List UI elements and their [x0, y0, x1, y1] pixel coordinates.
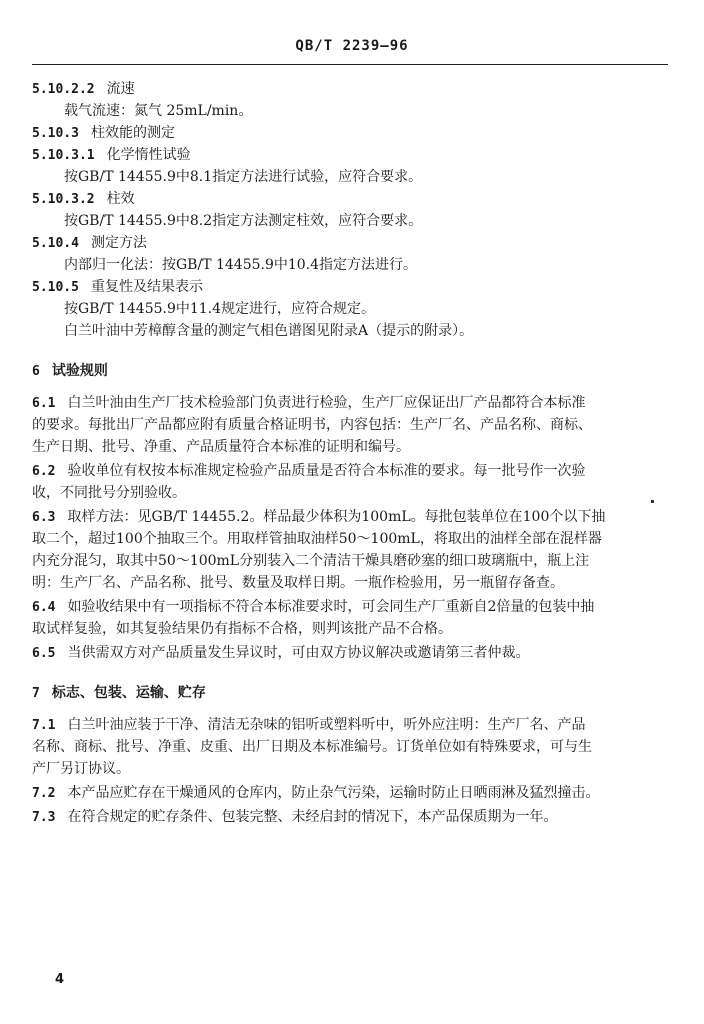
clause-title: 测定方法: [90, 235, 147, 251]
header-rule: [32, 64, 668, 65]
page-number: 4: [55, 972, 65, 987]
para-line: 取二个，超过100个抽取三个。用取样管抽取油样50～100mL，将取出的油样全部在混样器: [32, 531, 602, 547]
clause-number: 5.10.5: [32, 280, 79, 295]
clause-text: 按GB/T 14455.9中8.1指定方法进行试验，应符合要求。: [64, 169, 423, 185]
clause-number: 5.10.4: [32, 236, 79, 251]
para-line-text: 在符合规定的贮存条件、包装完整、未经启封的情况下，本产品保质期为一年。: [67, 809, 558, 825]
clause-heading: [32, 122, 662, 144]
clause-title: 重复性及结果表示: [90, 279, 203, 295]
clause-number: 6.1: [32, 396, 56, 411]
clause-text: 按GB/T 14455.9中8.2指定方法测定柱效，应符合要求。: [64, 213, 423, 229]
clause-6-3: [32, 506, 662, 594]
para-line-text: 白兰叶油由生产厂技术检验部门负责进行检验，生产厂应保证出厂产品都符合本标准: [67, 395, 586, 411]
para-line-text: 白兰叶油应装于干净、清洁无杂味的铝听或塑料听中，听外应注明：生产厂名、产品: [67, 717, 586, 733]
section-number: 7: [32, 686, 40, 701]
clause-text: 按GB/T 14455.9中11.4规定进行，应符合规定。: [64, 301, 376, 317]
para-line: [32, 506, 662, 528]
para-line: 名称、商标、批号、净重、皮重、出厂日期及本标准编号。订货单位如有特殊要求，可与生: [32, 739, 592, 755]
para-line-text: 取样方法：见GB/T 14455.2。样品最少体积为100mL。每批包装单位在100个以下抽: [67, 509, 606, 525]
clause-heading: [32, 78, 662, 100]
clause-7-1: [32, 714, 662, 780]
para-line: [32, 642, 662, 664]
clause-number: 7.1: [32, 718, 56, 733]
clause-number: 6.4: [32, 600, 56, 615]
section-7-heading: [32, 682, 662, 704]
para-line: 取试样复验，如其复验结果仍有指标不合格，则判该批产品不合格。: [32, 621, 452, 637]
clause-title: 化学惰性试验: [106, 147, 191, 163]
section-number: 6: [32, 364, 40, 379]
clause-number: 6.5: [32, 646, 56, 661]
clause-heading: [32, 232, 662, 254]
para-line-text: 当供需双方对产品质量发生异议时，可由双方协议解决或邀请第三者仲裁。: [67, 645, 530, 661]
section-title: 标志、包装、运输、贮存: [51, 685, 206, 701]
clause-number: 5.10.3.2: [32, 192, 95, 207]
clause-number: 6.3: [32, 510, 56, 525]
clause-number: 5.10.2.2: [32, 82, 95, 97]
clause-text: 载气流速：氮气 25mL/min。: [64, 103, 253, 119]
clause-title: 柱效: [106, 191, 135, 207]
para-line-text: 如验收结果中有一项指标不符合本标准要求时，可会同生产厂重新自2倍量的包装中抽: [67, 599, 595, 615]
clause-6-5: [32, 642, 662, 664]
para-line: [32, 782, 662, 804]
clause-text: 白兰叶油中芳樟醇含量的测定气相色谱图见附录A（提示的附录）。: [64, 323, 474, 339]
clause-number: 7.2: [32, 786, 56, 801]
clause-7-2: [32, 782, 662, 804]
section-title: 试验规则: [51, 363, 108, 379]
para-line-text: 本产品应贮存在干燥通风的仓库内，防止杂气污染，运输时防止日晒雨淋及猛烈撞击。: [67, 785, 600, 801]
section-6-heading: [32, 360, 662, 382]
clause-title: 柱效能的测定: [90, 125, 175, 141]
document-body: [32, 78, 662, 830]
clause-text: 内部归一化法：按GB/T 14455.9中10.4指定方法进行。: [64, 257, 418, 273]
para-line: [32, 392, 662, 414]
para-line: 明：生产厂名、产品名称、批号、数量及取样日期。一瓶作检验用，另一瓶留存备查。: [32, 575, 564, 591]
clause-heading: [32, 144, 662, 166]
clause-heading: [32, 188, 662, 210]
clause-title: 流速: [106, 81, 135, 97]
para-line: [32, 714, 662, 736]
clause-7-3: [32, 806, 662, 828]
clause-number: 6.2: [32, 464, 56, 479]
para-line: 生产日期、批号、净重、产品质量符合本标准的证明和编号。: [32, 439, 410, 455]
section-5-continuation: [32, 78, 662, 342]
clause-6-4: [32, 596, 662, 640]
clause-number: 5.10.3.1: [32, 148, 95, 163]
clause-number: 7.3: [32, 810, 56, 825]
para-line: 内充分混匀，取其中50～100mL分别装入二个清洁干燥具磨砂塞的细口玻璃瓶中，瓶上注: [32, 553, 590, 569]
clause-heading: [32, 276, 662, 298]
clause-6-2: [32, 460, 662, 504]
para-line: 的要求。每批出厂产品都应附有质量合格证明书，内容包括：生产厂名、产品名称、商标、: [32, 417, 592, 433]
para-line: [32, 806, 662, 828]
para-line: 产厂另订协议。: [32, 761, 130, 777]
standard-header: QB/T 2239—96: [295, 38, 409, 54]
scan-mark: [651, 500, 654, 503]
clause-6-1: [32, 392, 662, 458]
para-line: [32, 460, 662, 482]
clause-number: 5.10.3: [32, 126, 79, 141]
para-line: [32, 596, 662, 618]
para-line-text: 验收单位有权按本标准规定检验产品质量是否符合本标准的要求。每一批号作一次验: [67, 463, 586, 479]
para-line: 收，不同批号分别验收。: [32, 485, 186, 501]
